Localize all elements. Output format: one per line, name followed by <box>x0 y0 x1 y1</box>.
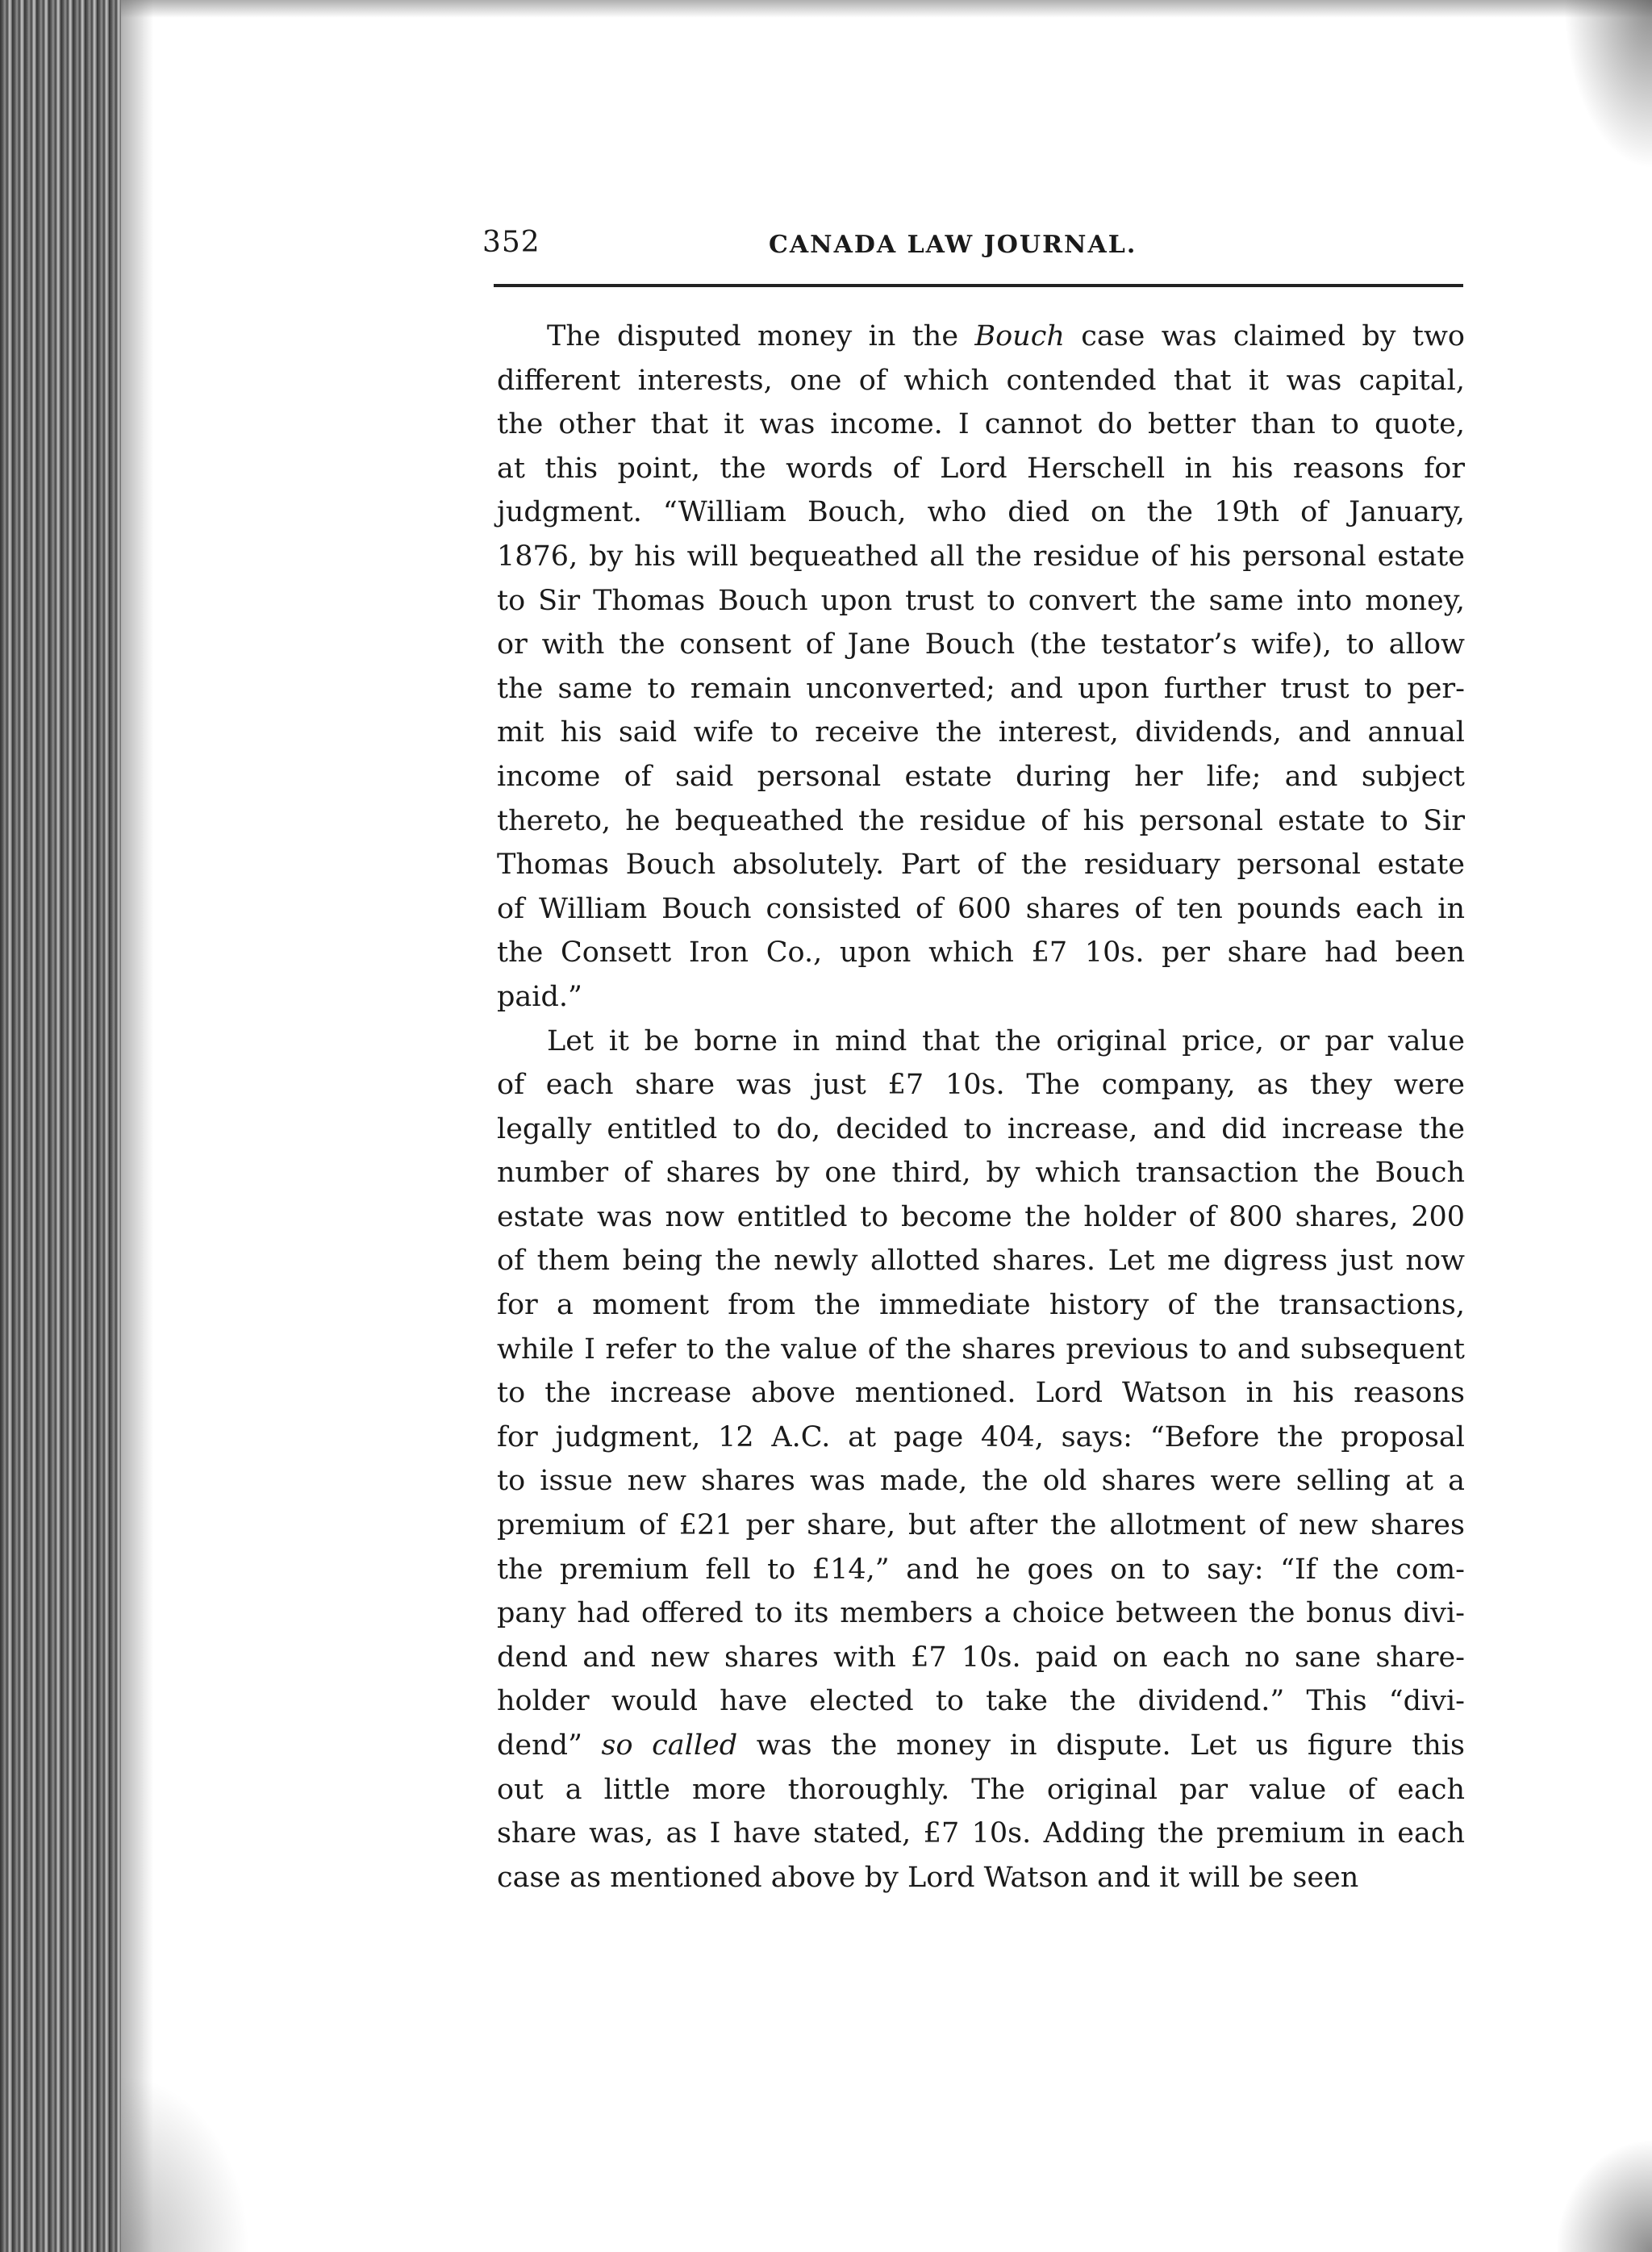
text-line: 1876, by his will bequeathed all the residue of his personal estate <box>497 540 1465 573</box>
text-line: different interests, one of which contended that it was capital, <box>497 364 1465 397</box>
text-line: to the increase above mentioned. Lord Watson in his reasons <box>497 1377 1465 1410</box>
text-line: the premium fell to £14,” and he goes on to say: “If the com- <box>497 1553 1465 1586</box>
text-line: number of shares by one third, by which transaction the Bouch <box>497 1157 1465 1190</box>
text-line: holder would have elected to take the dividend.” This “divi- <box>497 1685 1465 1718</box>
text-line: legally entitled to do, decided to increase, and did increase the <box>497 1112 1465 1145</box>
text-line: judgment. “William Bouch, who died on the 19th of January, <box>497 496 1465 529</box>
running-head: CANADA LAW JOURNAL. <box>769 231 1137 259</box>
scan-top-shadow <box>121 0 1652 18</box>
text-line: to Sir Thomas Bouch upon trust to convert the same into money, <box>497 584 1465 617</box>
text-line: of each share was just £7 10s. The company, as they were <box>497 1069 1465 1102</box>
paragraph <box>497 315 1465 1020</box>
header-rule <box>494 284 1463 287</box>
text-line: share was, as I have stated, £7 10s. Adding the premium in each <box>497 1817 1465 1850</box>
text-line: for a moment from the immediate history of the transactions, <box>497 1289 1465 1322</box>
body-text <box>497 315 1465 1900</box>
text-line: income of said personal estate during her life; and subject <box>497 760 1465 793</box>
scan-corner-bottom-right <box>1555 2139 1652 2252</box>
text-line: the Consett Iron Co., upon which £7 10s. per share had been <box>497 936 1465 970</box>
scan-binding-shadow <box>0 0 121 2252</box>
text-line: Thomas Bouch absolutely. Part of the residuary personal estate <box>497 849 1465 882</box>
text-line: at this point, the words of Lord Herschell in his reasons for <box>497 452 1465 485</box>
text-line: paid.” <box>497 980 582 1013</box>
text-line: the same to remain unconverted; and upon further trust to per- <box>497 672 1465 705</box>
text-line: the other that it was income. I cannot do better than to quote, <box>497 408 1465 441</box>
text-line: dend” so called was the money in dispute. Let us figure this <box>497 1729 1465 1762</box>
text-line: premium of £21 per share, but after the allotment of new shares <box>497 1509 1465 1542</box>
text-line: of them being the newly allotted shares. Let me digress just now <box>497 1245 1465 1278</box>
page-number: 352 <box>482 226 540 259</box>
text-line: mit his said wife to receive the interest, dividends, and annual <box>497 716 1465 749</box>
text-line: dend and new shares with £7 10s. paid on each no sane share- <box>497 1641 1465 1674</box>
text-line: Let it be borne in mind that the original price, or par value <box>547 1024 1465 1057</box>
scan-corner-top-right <box>1563 0 1652 169</box>
text-line: The disputed money in the Bouch case was claimed by two <box>547 320 1465 352</box>
text-line: of William Bouch consisted of 600 shares of ten pounds each in <box>497 892 1465 925</box>
text-line: while I refer to the value of the shares previous to and subsequent <box>497 1332 1465 1366</box>
text-line: or with the consent of Jane Bouch (the testator’s wife), to allow <box>497 628 1465 661</box>
scan-corner-bottom-left <box>121 2075 250 2252</box>
paragraph <box>497 1020 1465 1900</box>
text-line: to issue new shares was made, the old shares were selling at a <box>497 1465 1465 1498</box>
page-header <box>482 226 1462 274</box>
text-line: out a little more thoroughly. The original par value of each <box>497 1773 1465 1806</box>
text-line: thereto, he bequeathed the residue of his personal estate to Sir <box>497 804 1465 837</box>
text-line: pany had offered to its members a choice between the bonus divi- <box>497 1597 1465 1630</box>
text-line: case as mentioned above by Lord Watson and it will be seen <box>497 1861 1359 1894</box>
text-line: for judgment, 12 A.C. at page 404, says: “Before the proposal <box>497 1420 1465 1453</box>
text-line: estate was now entitled to become the holder of 800 shares, 200 <box>497 1200 1465 1233</box>
